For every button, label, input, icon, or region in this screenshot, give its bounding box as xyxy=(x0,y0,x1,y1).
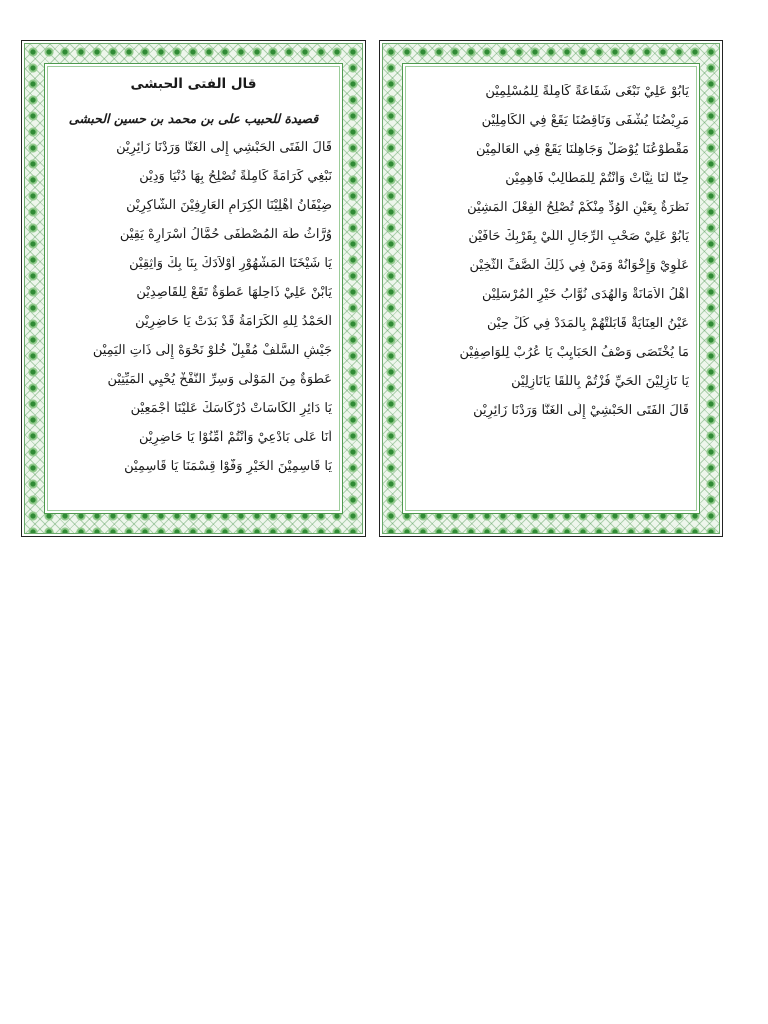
verse-line: اَلْحَمْدُ لِلهِ الْكَرَامَةُ قَدْ بَدَتْ يَا حَاضِرِيْن xyxy=(135,314,332,329)
verse-line: عَطْوَةٌ مِنَ الْمَوْلَى وَسِرِّ النَّفْخْ يُحْيِي الْمَيِّتِيْن xyxy=(107,372,332,387)
verse-line: يَا قَاسِمِيْنَ الْخَيْرِ وَفُّوْا قِسْمَنَا يَا قَاسِمِيْن xyxy=(124,459,332,474)
poem-card-left xyxy=(21,40,366,537)
verse-line: جَيْشِ السَّلَفْ مُقْبِلْ خُلُوْ نَحْوَهْ إِلَى ذَاتِ الْيَمِيْن xyxy=(92,343,332,358)
poem-content xyxy=(407,68,695,509)
poem-panel xyxy=(402,63,700,514)
poem-content xyxy=(49,68,338,509)
verse-line: وُرَّاثُ طَهَ الْمُصْطَفَى حُمَّالُ أَسْرَارِهْ يَقِيْن xyxy=(119,227,332,242)
verse-line: أَهْلُ الْأَمَانَةْ وَالْهُدَى نُوَّابُ خَيْرِ الْمُرْسَلِيْن xyxy=(482,287,689,302)
verse-line: يَابْنْ عَلِيْ ذَاحِلْهَا عَطْوَةٌ تَقَعْ لِلْقَاصِدِيْن xyxy=(136,285,332,300)
verse-line: نَظْرَةٌ بِعَيْنِ الْوُدِّ مِنْكُمْ تُصْلِحُ الْفِعْلَ الْمَشِيْن xyxy=(467,200,689,215)
verse-line: قَالَ الْفَتَى الْحَبْشِي إِلَى الْغَنَّا وَرَدْنَا زَائِرِيْن xyxy=(116,140,332,155)
poem-title: قال الفتى الحبشى xyxy=(130,76,257,92)
verse-line: يَا نَازِلِيْنَ الْحَيِّ فُزْتُمْ بِاللِّقَا يَانَازِلِيْن xyxy=(511,374,689,389)
verse-line: أَنَا عَلَى بَادْعِيْ وَأَنْتُمْ أَمِّنُوْا يَا حَاضِرِيْن xyxy=(138,430,332,445)
poem-card-right xyxy=(379,40,723,537)
poem-subtitle: قصيدة للحبيب على بن محمد بن حسين الحبشى xyxy=(68,111,319,126)
verse-line: مَرِيْضُنَا يُشْفَى وَنَاقِصُنَا يَقَعْ فِي الْكَامِلِيْن xyxy=(481,113,689,128)
verse-line: يَا دَائِرِ الْكَاسَاتْ دُرْكَاسَكْ عَلَيْنَا أَجْمَعِيْن xyxy=(130,401,332,416)
verse-line: مَقْطُوْعُنَا يُوْصَلْ وَجَاهِلُنَا يَقَعْ فِي الْعَالَمِيْن xyxy=(475,142,689,157)
verse-line: قَالَ الْفَتَى الْحَبْشِيْ إِلَى الْغَنَّا وَرَدْنَا زَائِرِيْن xyxy=(473,403,689,418)
verse-line: يَابُوْ عَلِيْ نَبْغَى شَفَاعَةً كَامِلَةً لِلْمُسْلِمِيْن xyxy=(485,84,689,99)
verse-line: نَبْغِي كَرَامَةً كَامِلَةً تُصْلِحُ بِهَا دُنْيَا وَدِيْن xyxy=(139,169,332,184)
verse-line: ضِيْفَانُ أَهْلِيْنَا الْكِرَامِ الْعَارِفِيْنَ الشَّاكِرِيْن xyxy=(126,198,332,213)
verse-line: يَا شَيْخَنَا الْمَشْهُوْرِ أَوْلاَدَكْ بِنَا بِكْ وَاثِقِيْن xyxy=(129,256,332,271)
verse-line: يَابُوْ عَلِيْ صَحْبِ الرِّجَالِ اللِّيْ بِقَرْبِكْ حَافِّيْن xyxy=(468,229,689,244)
verse-line: عَيْنُ الْعِنَايَةْ قَابَلَتْهُمْ بِالْمَدَدْ فِي كُلِّ حِيْن xyxy=(487,316,689,331)
verse-line: عَلَوِيْ وَإِخْوَانُهْ وَمَنْ فِي ذَلِكَ الصَّفِّ الثَّخِيْن xyxy=(469,258,689,273)
verse-line: مَا يُخْتَصَى وَصْفُ الْحَبَايِبْ يَا عُرُبْ لِلْوَاصِفِيْن xyxy=(459,345,689,360)
poem-panel xyxy=(44,63,343,514)
verse-line: حِنَّا لَنَا نِيَّاتْ وَأَنْتُمْ لِلْمَطَالِبْ فَاهِمِيْن xyxy=(505,171,689,186)
